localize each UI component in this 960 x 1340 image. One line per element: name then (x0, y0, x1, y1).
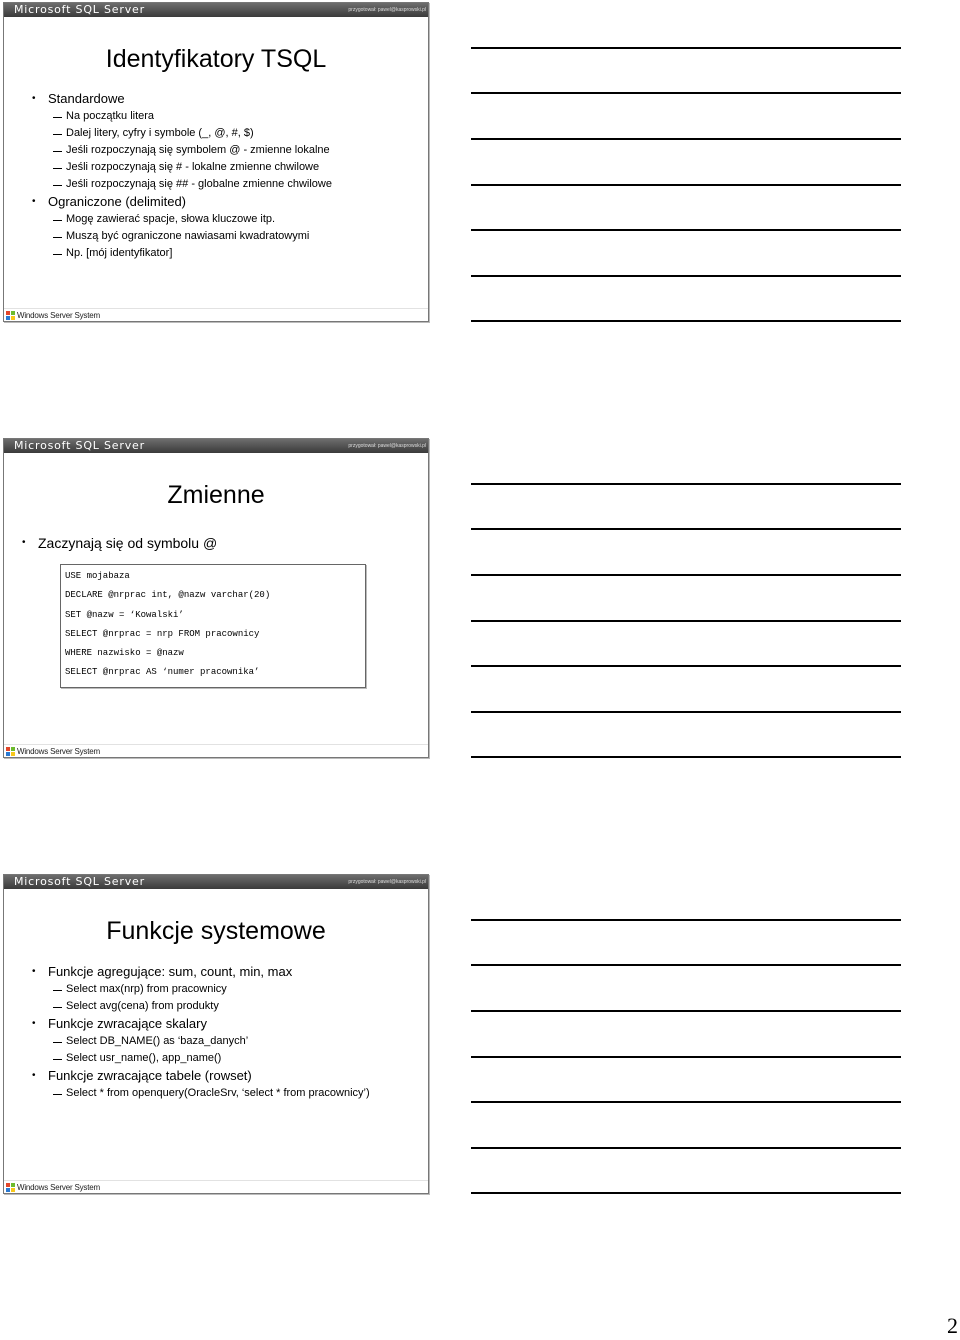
sub-bullet-item: Jeśli rozpoczynają się ## - globalne zmienne chwilowe (24, 176, 332, 193)
note-line (471, 1147, 901, 1149)
slide-title: Funkcje systemowe (106, 917, 326, 945)
slide-header-bar (4, 439, 428, 453)
bullet-item: • Zaczynają się od symbolu @ (14, 534, 217, 552)
note-line (471, 620, 901, 622)
slide-header-bar (4, 875, 428, 889)
code-line: WHERE nazwisko = @nazw (65, 648, 184, 659)
sub-bullet-item: Select usr_name(), app_name() (24, 1050, 370, 1067)
brand-title: Microsoft SQL Server (14, 3, 145, 16)
code-block (60, 564, 366, 688)
bullet-item: • Funkcje zwracające skalary (24, 1015, 370, 1033)
note-line (471, 1010, 901, 1012)
slide-footer-bar (4, 308, 428, 321)
slide-content (24, 90, 332, 262)
sub-bullet-item: Np. [mój identyfikator] (24, 245, 332, 262)
windows-logo-icon (6, 311, 16, 320)
sub-bullet-item: Muszą być ograniczone nawiasami kwadratowymi (24, 228, 332, 245)
sub-bullet-item: Jeśli rozpoczynają się symbolem @ - zmienne lokalne (24, 142, 332, 159)
sub-bullet-item: Na początku litera (24, 108, 332, 125)
note-line (471, 138, 901, 140)
sub-bullet-item: Jeśli rozpoczynają się # - lokalne zmienne chwilowe (24, 159, 332, 176)
note-line (471, 1101, 901, 1103)
footer-product: Windows Server System (17, 1183, 100, 1192)
sub-bullet-item: Mogę zawierać spacje, słowa kluczowe itp. (24, 211, 332, 228)
note-line (471, 711, 901, 713)
note-line (471, 919, 901, 921)
note-line (471, 1192, 901, 1194)
bullet-item: • Standardowe (24, 90, 332, 108)
slide-1 (3, 2, 429, 322)
author-credit: przygotował: pawel@kasprowski.pl (348, 879, 426, 885)
windows-logo-icon (6, 1183, 16, 1192)
sub-bullet-item: Select avg(cena) from produkty (24, 998, 370, 1015)
note-line (471, 184, 901, 186)
note-line (471, 92, 901, 94)
slide-3 (3, 874, 429, 1194)
bullet-item: • Funkcje agregujące: sum, count, min, max (24, 963, 370, 981)
note-line (471, 275, 901, 277)
note-line (471, 574, 901, 576)
note-line (471, 320, 901, 322)
slide-title: Identyfikatory TSQL (105, 45, 327, 73)
footer-product: Windows Server System (17, 747, 100, 756)
code-line: DECLARE @nrprac int, @nazw varchar(20) (65, 590, 271, 601)
code-line: USE mojabaza (65, 571, 130, 581)
bullet-item: • Ograniczone (delimited) (24, 193, 332, 211)
note-line (471, 528, 901, 530)
author-credit: przygotował: pawel@kasprowski.pl (348, 7, 426, 13)
brand-title: Microsoft SQL Server (14, 875, 145, 888)
bullet-item: • Funkcje zwracające tabele (rowset) (24, 1067, 370, 1085)
sub-bullet-item: Select * from openquery(OracleSrv, ‘select * from pracownicy’) (24, 1085, 370, 1102)
code-line: SET @nazw = ‘Kowalski’ (65, 609, 184, 620)
slide-content (24, 963, 370, 1102)
note-line (471, 964, 901, 966)
note-line (471, 229, 901, 231)
author-credit: przygotował: pawel@kasprowski.pl (348, 443, 426, 449)
slide-footer-bar (4, 1180, 428, 1193)
sub-bullet-item: Select DB_NAME() as ‘baza_danych’ (24, 1033, 370, 1050)
slide-footer-bar (4, 744, 428, 757)
note-line (471, 665, 901, 667)
code-line: SELECT @nrprac AS ‘numer pracownika’ (65, 667, 260, 678)
slide-content (14, 534, 217, 552)
page-number: 2 (947, 1313, 958, 1338)
footer-product: Windows Server System (17, 311, 100, 320)
windows-logo-icon (6, 747, 16, 756)
note-line (471, 483, 901, 485)
code-line: SELECT @nrprac = nrp FROM pracownicy (65, 628, 260, 639)
sub-bullet-item: Dalej litery, cyfry i symbole (_, @, #, $) (24, 125, 332, 142)
sub-bullet-item: Select max(nrp) from pracownicy (24, 981, 370, 998)
slide-header-bar (4, 3, 428, 17)
brand-title: Microsoft SQL Server (14, 439, 145, 452)
slide-title: Zmienne (167, 481, 265, 509)
note-line (471, 47, 901, 49)
note-line (471, 756, 901, 758)
slide-2 (3, 438, 429, 758)
note-line (471, 1056, 901, 1058)
